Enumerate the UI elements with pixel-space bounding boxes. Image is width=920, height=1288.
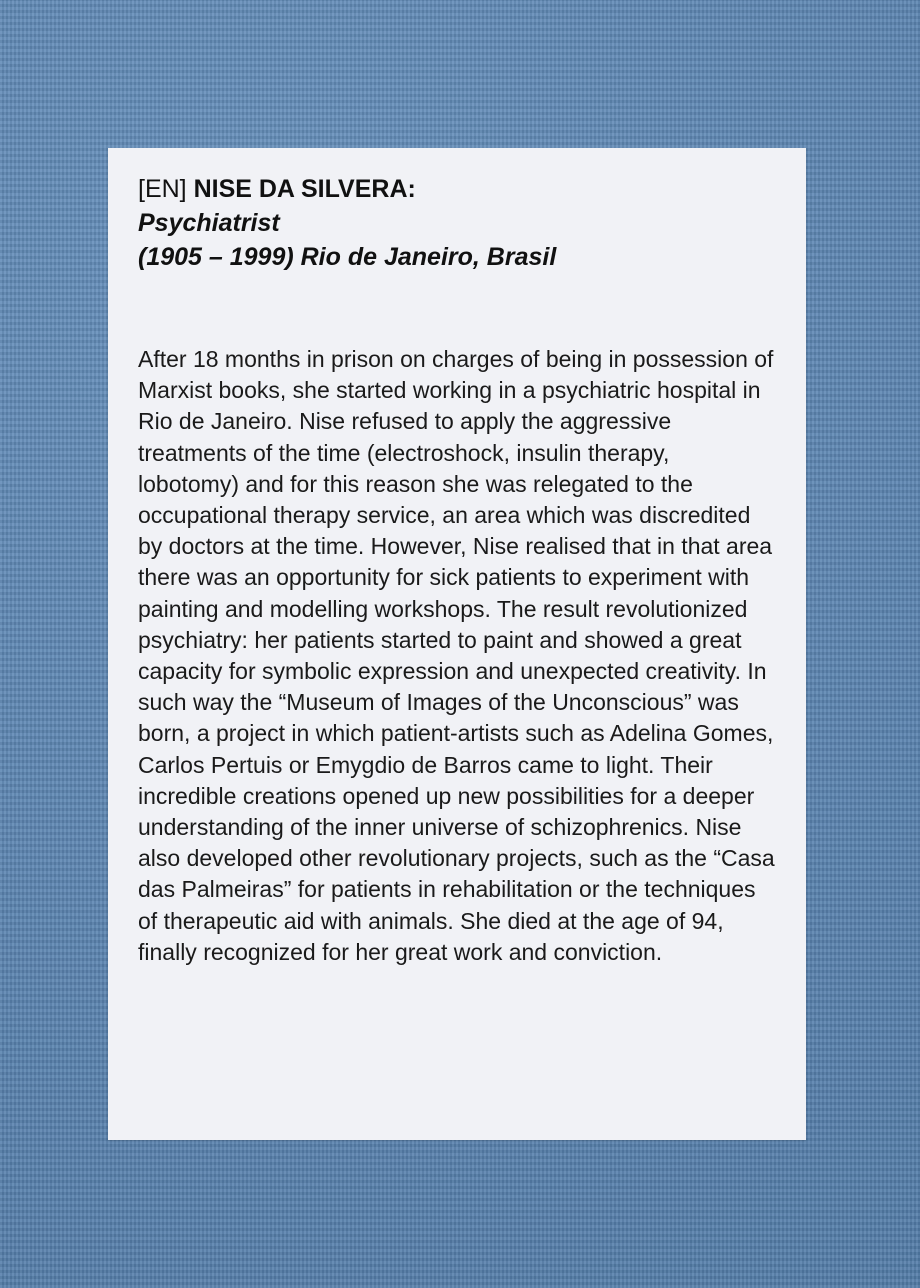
person-dates-place: (1905 – 1999) Rio de Janeiro, Brasil [138,243,557,271]
person-name: NISE DA SILVERA: [193,175,416,203]
biography-text: After 18 months in prison on charges of being in possession of Marxist books, she started working in a psychiatric hospital in Rio de Janeiro. Nise refused to apply the aggressive treatments of the time (electroshock, insulin therapy, lobotomy) and for this reason she was relegated to the occupational therapy service, an area which was discredited by doctors at the time. However, Nise realised that in that area there was an opportunity for sick patients to experiment with painting and modelling workshops. The result revolutionized psychiatry: her patients started to paint and showed a great capacity for symbolic expression and unexpected creativity. In such way the “Museum of Images of the Unconscious” was born, a project in which patient-artists such as Adelina Gomes, Carlos Pertuis or Emygdio de Barros came to light. Their incredible creations opened up new possibilities for a deeper understanding of the inner universe of schizophrenics. Nise also developed other revolutionary projects, such as the “Casa das Palmeiras” for patients in rehabilitation or the techniques of therapeutic aid with animals. She died at the age of 94, finally recognized for her great work and conviction. [138,346,775,965]
card-heading [138,172,776,274]
info-card [108,148,806,1140]
language-tag: [EN] [138,175,187,203]
person-role: Psychiatrist [138,209,280,237]
